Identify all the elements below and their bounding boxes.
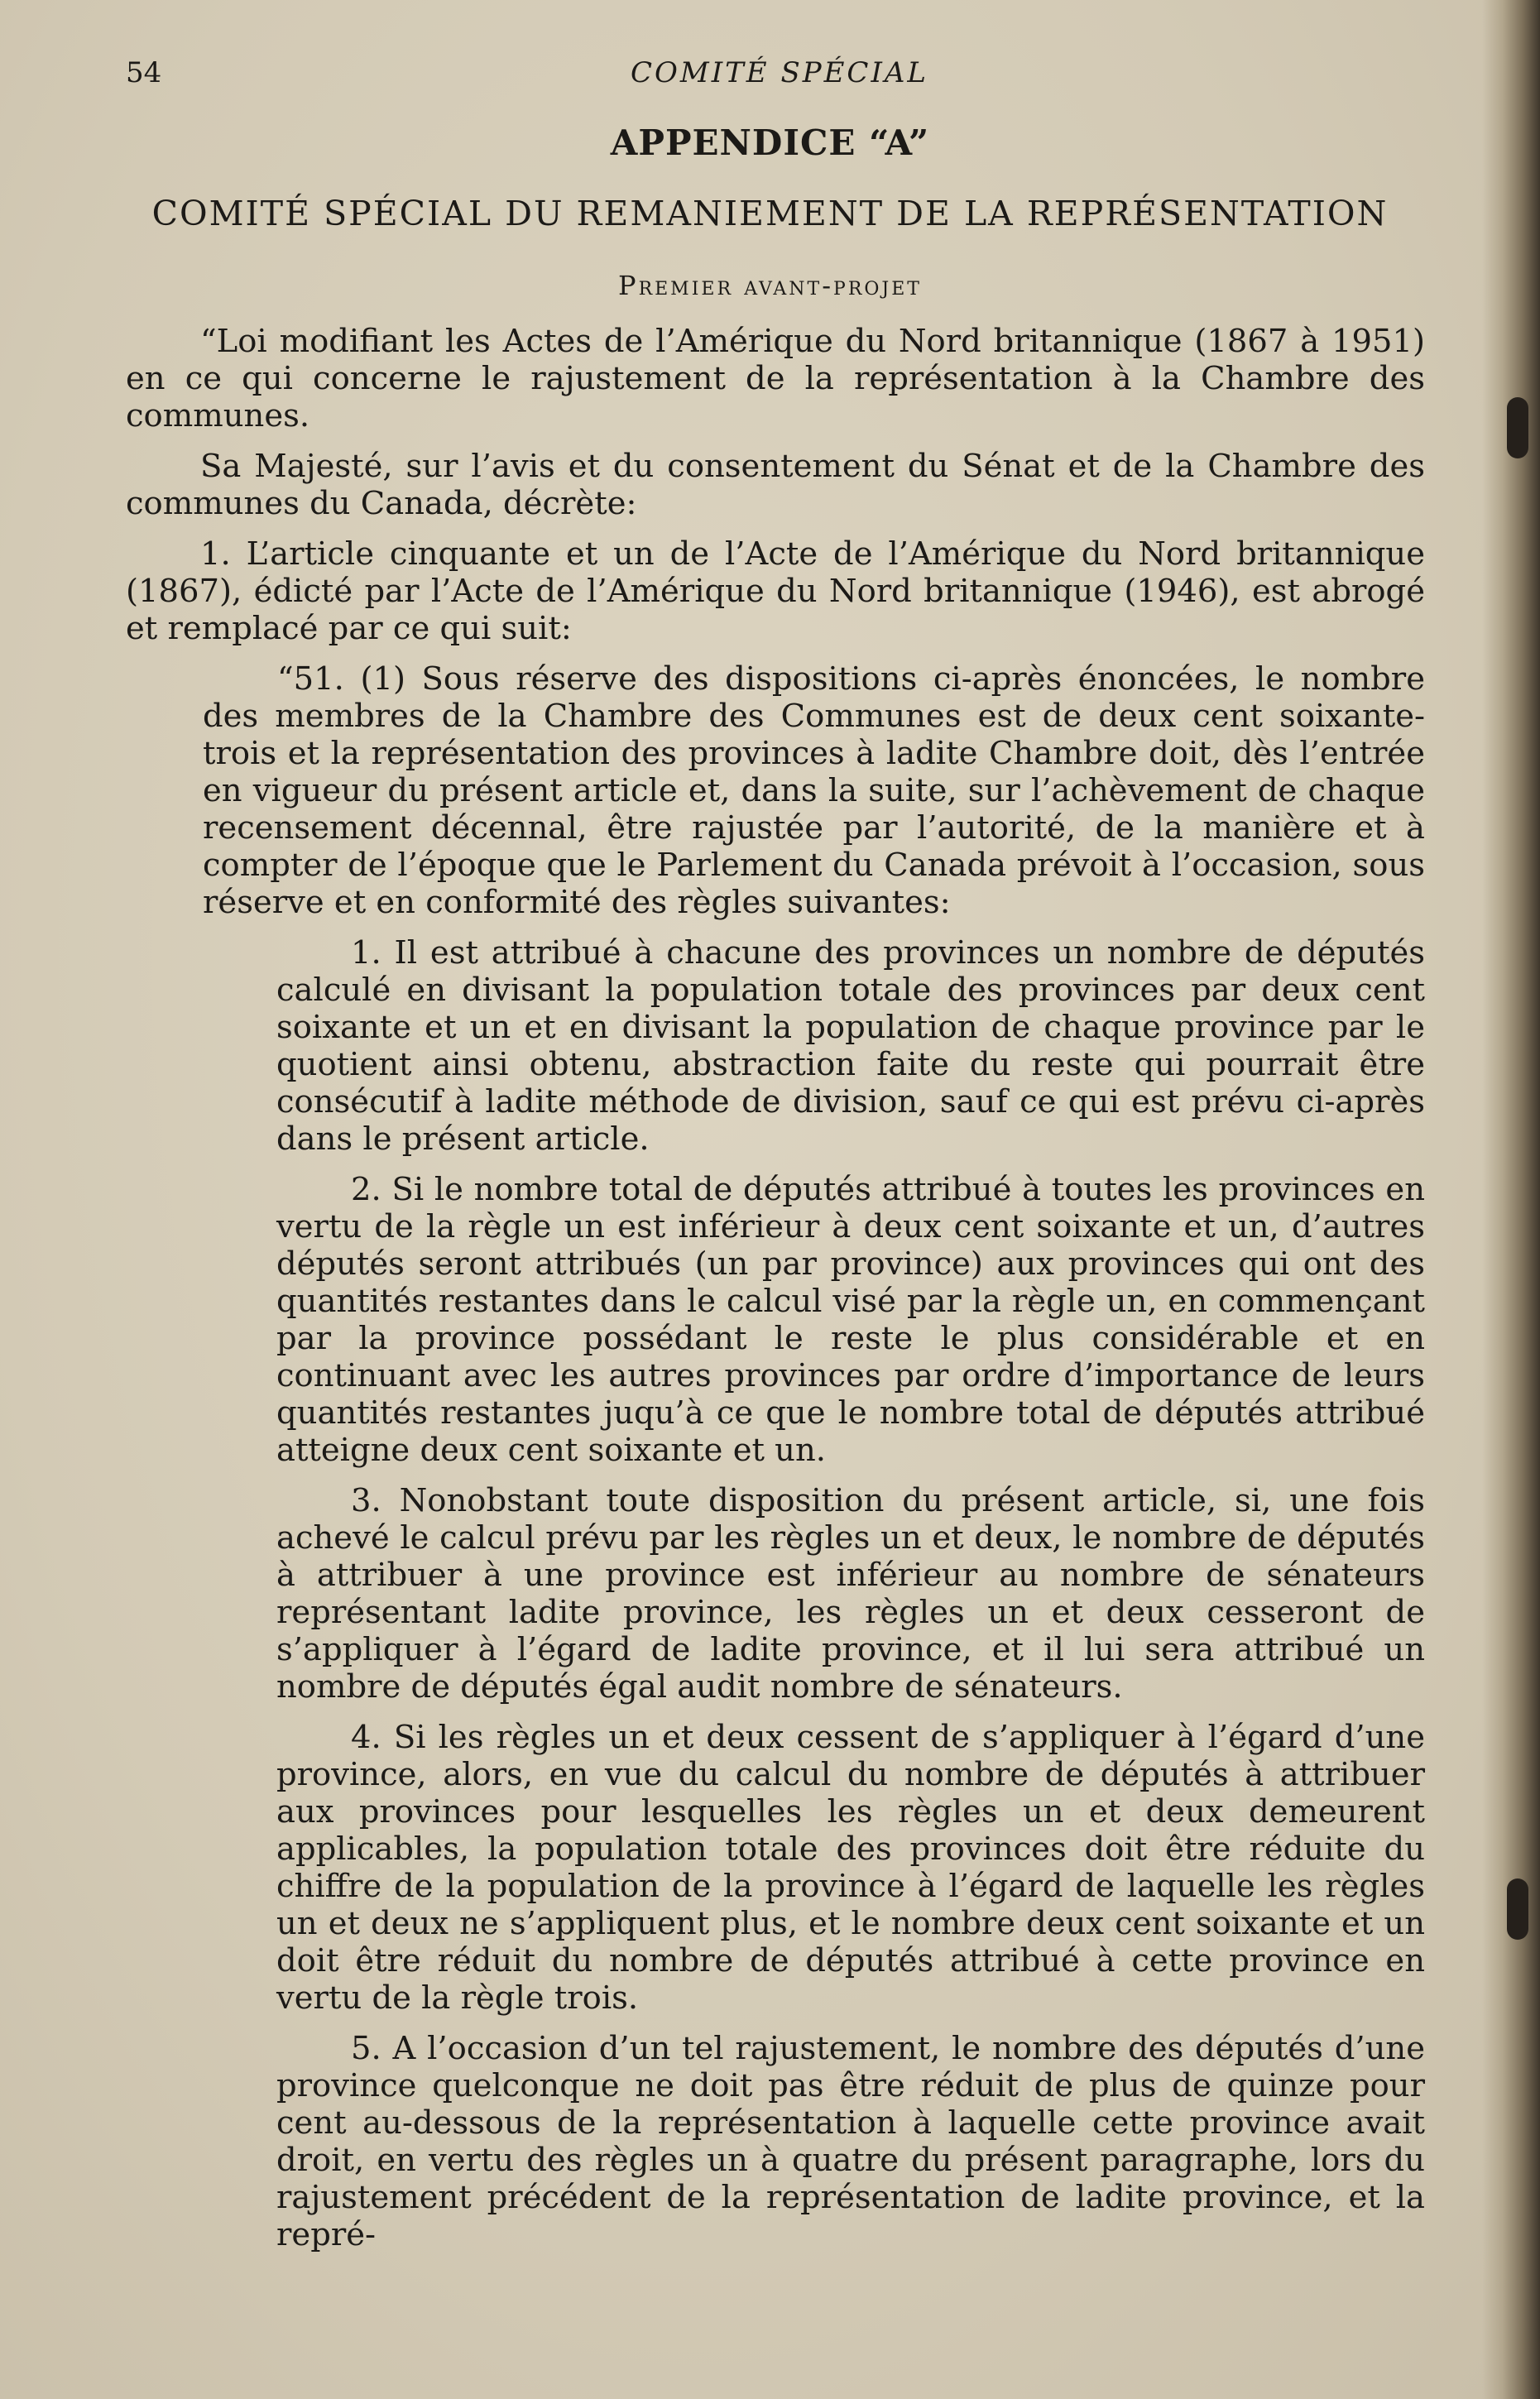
page-header bbox=[126, 56, 1417, 93]
appendix-title: APPENDICE “A” bbox=[610, 122, 930, 163]
committee-title: COMITÉ SPÉCIAL DU REMANIEMENT DE LA REPRÉSENTATION bbox=[151, 194, 1389, 233]
page-number: 54 bbox=[126, 56, 162, 89]
binding-edge bbox=[1482, 0, 1540, 2399]
section-heading: Premier avant-projet bbox=[618, 270, 922, 301]
binder-ring bbox=[1507, 397, 1528, 458]
paragraph-intro: “Loi modifiant les Actes de l’Amérique du Nord britannique (1867 à 1951) en ce qui concerne le rajustement de la représentation à la Chambre des communes. bbox=[126, 323, 1425, 434]
paragraph-section-1: 1. L’article cinquante et un de l’Acte de l’Amérique du Nord britannique (1867), édicté par l’Acte de l’Amérique du Nord britannique (1946), est abrogé et remplacé par ce qui suit: bbox=[126, 535, 1425, 647]
paragraph-rule-1: 1. Il est attribué à chacune des provinces un nombre de députés calculé en divisant la population totale des provinces par deux cent soixante et un et en divisant la population de chaque province par le quotient ainsi obtenu, abstraction faite du reste qui pourrait être consécutif à ladite méthode de division, sauf ce qui est prévu ci-après dans le présent article. bbox=[276, 934, 1425, 1158]
paragraph-rule-3: 3. Nonobstant toute disposition du présent article, si, une fois achevé le calcul prévu par les règles un et deux, le nombre de députés à attribuer à une province est inférieur au nombre de sénateurs représentant ladite province, les règles un et deux cesseront de s’appliquer à l’égard de ladite province, et il lui sera attribué un nombre de députés égal audit nombre de sénateurs. bbox=[276, 1482, 1425, 1706]
paragraph-enacting: Sa Majesté, sur l’avis et du consentement du Sénat et de la Chambre des communes du Canada, décrète: bbox=[126, 448, 1425, 522]
paragraph-rule-5: 5. A l’occasion d’un tel rajustement, le nombre des députés d’une province quelconque ne doit pas être réduit de plus de quinze pour cent au-dessous de la représentation à laquelle cette province avait droit, en vertu des règles un à quatre du présent paragraphe, lors du rajustement précédent de la représentation de ladite province, et la repré- bbox=[276, 2030, 1425, 2253]
binder-ring bbox=[1507, 1878, 1528, 1940]
paragraph-article-51: “51. (1) Sous réserve des dispositions ci-après énoncées, le nombre des membres de la Chambre des Communes est de deux cent soixante-trois et la représentation des provinces à ladite Chambre doit, dès l’entrée en vigueur du présent article et, dans la suite, sur l’achèvement de chaque recensement décennal, être rajustée par l’autorité, de la manière et à compter de l’époque que le Parlement du Canada prévoit à l’occasion, sous réserve et en conformité des règles suivantes: bbox=[203, 660, 1425, 921]
paragraph-rule-2: 2. Si le nombre total de députés attribué à toutes les provinces en vertu de la règle un est inférieur à deux cent soixante et un, d’autres députés seront attribués (un par province) aux provinces qui ont des quantités restantes dans le calcul visé par la règle un, en commençant par la province possédant le reste le plus considérable et en continuant avec les autres provinces par ordre d’importance de leurs quantités restantes juqu’à ce que le nombre total de députés attribué atteigne deux cent soixante et un. bbox=[276, 1171, 1425, 1469]
running-title: COMITÉ SPÉCIAL bbox=[631, 56, 929, 89]
document-body bbox=[126, 323, 1425, 2267]
paragraph-rule-4: 4. Si les règles un et deux cessent de s’appliquer à l’égard d’une province, alors, en vue du calcul du nombre de députés à attribuer aux provinces pour lesquelles les règles un et deux demeurent applicables, la population totale des provinces doit être réduite du chiffre de la population de la province à l’égard de laquelle les règles un et deux ne s’appliquent plus, et le nombre deux cent soixante et un doit être réduit du nombre de députés attribué à cette province en vertu de la règle trois. bbox=[276, 1719, 1425, 2017]
